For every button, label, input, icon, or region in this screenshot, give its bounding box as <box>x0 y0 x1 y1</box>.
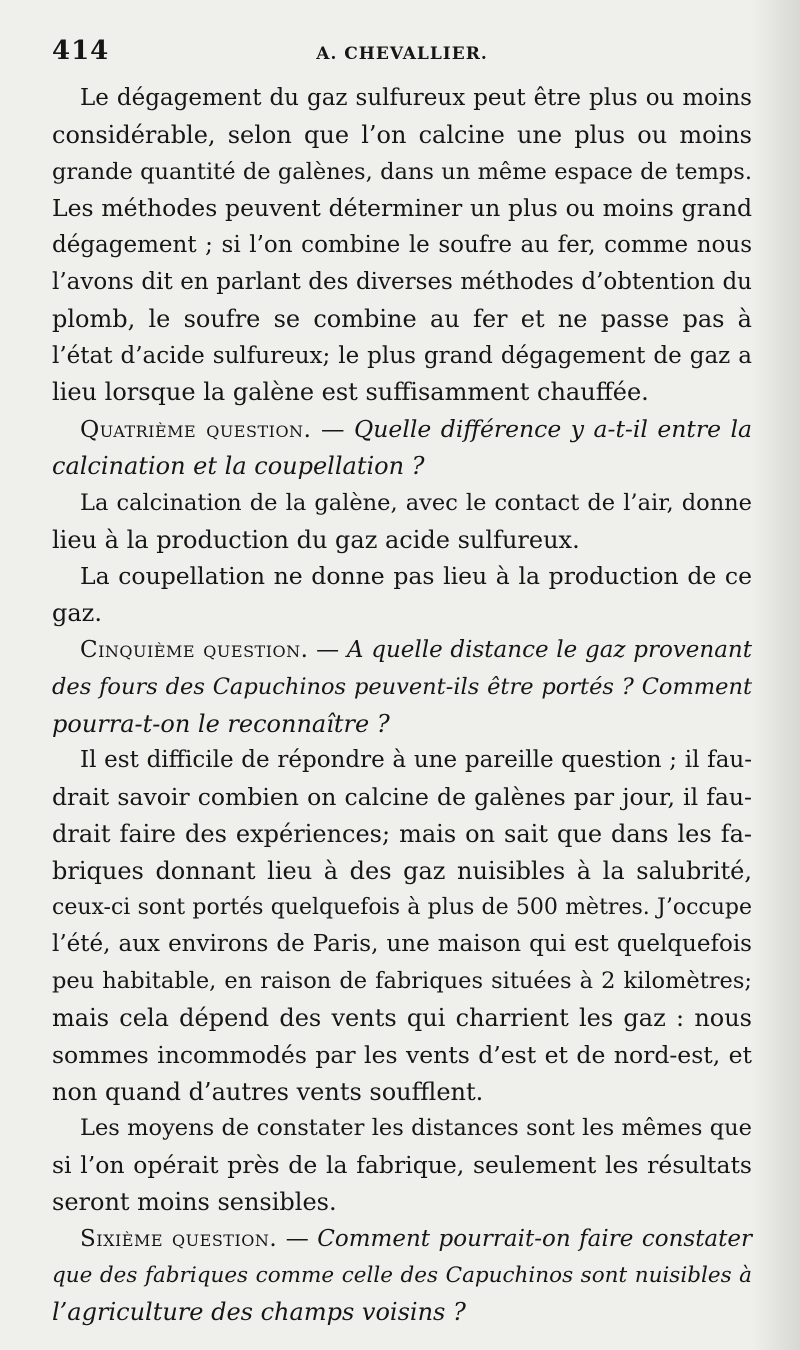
running-title: A. CHEVALLIER. <box>316 44 488 64</box>
text-line: lieu lorsque la galène est suffisamment chauffée. <box>52 378 649 407</box>
question-heading-line <box>52 632 752 669</box>
text-line: gaz. <box>52 599 102 628</box>
question-text: Comment pourrait-on faire constater <box>317 1225 752 1252</box>
text-line: mais cela dépend des vents qui charrient les gaz : nous <box>52 1003 752 1032</box>
text-line: grande quantité de galènes, dans un même espace de temps. <box>52 158 752 185</box>
text-line: sommes incommodés par les vents d’est et de nord-est, et <box>52 1040 752 1069</box>
question-text-line: que des fabriques comme celle des Capuchinos sont nuisibles à <box>52 1262 752 1288</box>
page-edge-shadow <box>752 0 800 1350</box>
text-line: La calcination de la galène, avec le contact de l’air, donne <box>80 489 752 516</box>
text-line: Il est difficile de répondre à une pareille question ; il fau- <box>80 747 752 774</box>
text-line: dégagement ; si l’on combine le soufre au fer, comme nous <box>52 232 752 259</box>
text-line: lieu à la production du gaz acide sulfureux. <box>52 525 580 554</box>
question-label: Sixième question. <box>80 1225 278 1252</box>
question-dash: — <box>311 415 355 444</box>
body-text <box>52 80 752 1331</box>
text-line: plomb, le soufre se combine au fer et ne passe pas à <box>52 304 752 333</box>
text-line: seront moins sensibles. <box>52 1187 337 1216</box>
text-line: Le dégagement du gaz sulfureux peut être plus ou moins <box>80 85 752 111</box>
text-line: considérable, selon que l’on calcine une plus ou moins <box>52 120 752 149</box>
text-line: l’état d’acide sulfureux; le plus grand dégagement de gaz a <box>52 342 752 369</box>
question-text-line: pourra-t-on le reconnaître ? <box>52 709 390 738</box>
text-line: ceux-ci sont portés quelquefois à plus de 500 mètres. J’occupe <box>52 894 752 920</box>
text-line: l’avons dit en parlant des diverses méthodes d’obtention du <box>52 268 752 295</box>
text-line: Les méthodes peuvent déterminer un plus ou moins grand <box>52 194 752 223</box>
question-dash: — <box>308 636 347 663</box>
question-label: Cinquième question. <box>80 636 309 663</box>
page-number: 414 <box>52 36 110 66</box>
text-line: si l’on opérait près de la fabrique, seulement les résultats <box>52 1151 752 1180</box>
question-dash: — <box>277 1225 318 1252</box>
question-label: Quatrième question. <box>80 415 312 444</box>
text-line: drait savoir combien on calcine de galènes par jour, il fau- <box>52 783 752 812</box>
text-line: drait faire des expériences; mais on sait que dans les fa- <box>52 819 752 848</box>
text-line: La coupellation ne donne pas lieu à la production de ce <box>80 562 752 591</box>
question-text: A quelle distance le gaz provenant <box>346 636 752 663</box>
question-text-line: calcination et la coupellation ? <box>52 451 425 480</box>
question-text-line: l’agriculture des champs voisins ? <box>52 1298 466 1327</box>
text-line: non quand d’autres vents soufflent. <box>52 1077 484 1106</box>
text-line: Les moyens de constater les distances sont les mêmes que <box>80 1115 752 1142</box>
text-line: briques donnant lieu à des gaz nuisibles à la salubrité, <box>52 856 752 885</box>
question-heading-line <box>52 1221 752 1258</box>
question-heading-line <box>52 411 752 448</box>
question-text-line: des fours des Capuchinos peuvent-ils être portés ? Comment <box>52 673 752 700</box>
text-line: l’été, aux environs de Paris, une maison qui est quelquefois <box>52 931 752 958</box>
text-line: peu habitable, en raison de fabriques situées à 2 kilomètres; <box>52 968 752 995</box>
page-header <box>52 36 752 70</box>
question-text: Quelle différence y a-t-il entre la <box>354 415 752 444</box>
